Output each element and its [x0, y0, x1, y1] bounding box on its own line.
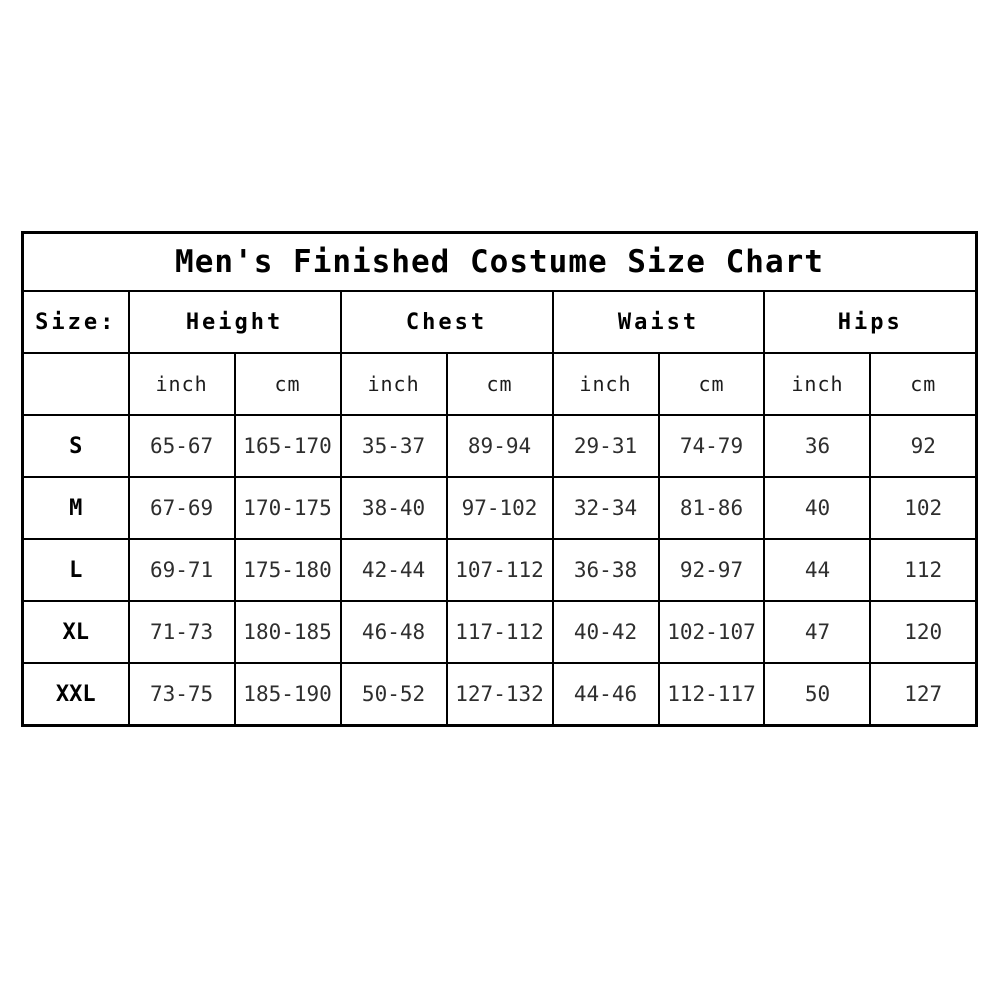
title-row — [23, 233, 977, 292]
cell-chest-cm: 97-102 — [447, 477, 553, 539]
table-row-xl — [23, 601, 977, 663]
cell-waist-cm: 112-117 — [659, 663, 765, 726]
cell-chest-inch: 50-52 — [341, 663, 447, 726]
group-header-hips: Hips — [764, 291, 976, 353]
cell-height-inch: 67-69 — [129, 477, 235, 539]
size-chart-table — [21, 231, 978, 727]
size-column-header: Size: — [23, 291, 129, 353]
cell-height-inch: 73-75 — [129, 663, 235, 726]
cell-height-cm: 185-190 — [235, 663, 341, 726]
cell-hips-cm: 102 — [870, 477, 976, 539]
cell-chest-cm: 127-132 — [447, 663, 553, 726]
cell-height-cm: 165-170 — [235, 415, 341, 477]
cell-hips-inch: 44 — [764, 539, 870, 601]
unit-hips-inch: inch — [764, 353, 870, 415]
cell-height-inch: 69-71 — [129, 539, 235, 601]
unit-header-empty — [23, 353, 129, 415]
cell-waist-cm: 102-107 — [659, 601, 765, 663]
cell-waist-inch: 40-42 — [553, 601, 659, 663]
cell-height-cm: 170-175 — [235, 477, 341, 539]
group-header-chest: Chest — [341, 291, 553, 353]
cell-hips-cm: 112 — [870, 539, 976, 601]
size-label: L — [23, 539, 129, 601]
cell-waist-cm: 81-86 — [659, 477, 765, 539]
table-row-s — [23, 415, 977, 477]
unit-height-inch: inch — [129, 353, 235, 415]
cell-waist-inch: 29-31 — [553, 415, 659, 477]
cell-hips-inch: 36 — [764, 415, 870, 477]
cell-chest-inch: 38-40 — [341, 477, 447, 539]
unit-header-row — [23, 353, 977, 415]
unit-chest-inch: inch — [341, 353, 447, 415]
cell-chest-inch: 42-44 — [341, 539, 447, 601]
cell-chest-cm: 117-112 — [447, 601, 553, 663]
cell-hips-inch: 40 — [764, 477, 870, 539]
unit-chest-cm: cm — [447, 353, 553, 415]
group-header-row — [23, 291, 977, 353]
cell-height-inch: 65-67 — [129, 415, 235, 477]
unit-waist-inch: inch — [553, 353, 659, 415]
cell-hips-inch: 47 — [764, 601, 870, 663]
cell-chest-cm: 89-94 — [447, 415, 553, 477]
cell-chest-cm: 107-112 — [447, 539, 553, 601]
cell-waist-inch: 44-46 — [553, 663, 659, 726]
size-label: XXL — [23, 663, 129, 726]
size-label: XL — [23, 601, 129, 663]
group-header-height: Height — [129, 291, 341, 353]
unit-height-cm: cm — [235, 353, 341, 415]
size-label: M — [23, 477, 129, 539]
cell-height-cm: 180-185 — [235, 601, 341, 663]
unit-waist-cm: cm — [659, 353, 765, 415]
cell-waist-inch: 32-34 — [553, 477, 659, 539]
cell-hips-cm: 120 — [870, 601, 976, 663]
table-row-m — [23, 477, 977, 539]
cell-chest-inch: 35-37 — [341, 415, 447, 477]
cell-hips-cm: 92 — [870, 415, 976, 477]
cell-waist-cm: 92-97 — [659, 539, 765, 601]
table-row-l — [23, 539, 977, 601]
group-header-waist: Waist — [553, 291, 765, 353]
chart-title: Men's Finished Costume Size Chart — [23, 233, 977, 292]
cell-hips-cm: 127 — [870, 663, 976, 726]
cell-chest-inch: 46-48 — [341, 601, 447, 663]
table-row-xxl — [23, 663, 977, 726]
cell-height-cm: 175-180 — [235, 539, 341, 601]
cell-height-inch: 71-73 — [129, 601, 235, 663]
unit-hips-cm: cm — [870, 353, 976, 415]
cell-hips-inch: 50 — [764, 663, 870, 726]
cell-waist-cm: 74-79 — [659, 415, 765, 477]
size-label: S — [23, 415, 129, 477]
cell-waist-inch: 36-38 — [553, 539, 659, 601]
